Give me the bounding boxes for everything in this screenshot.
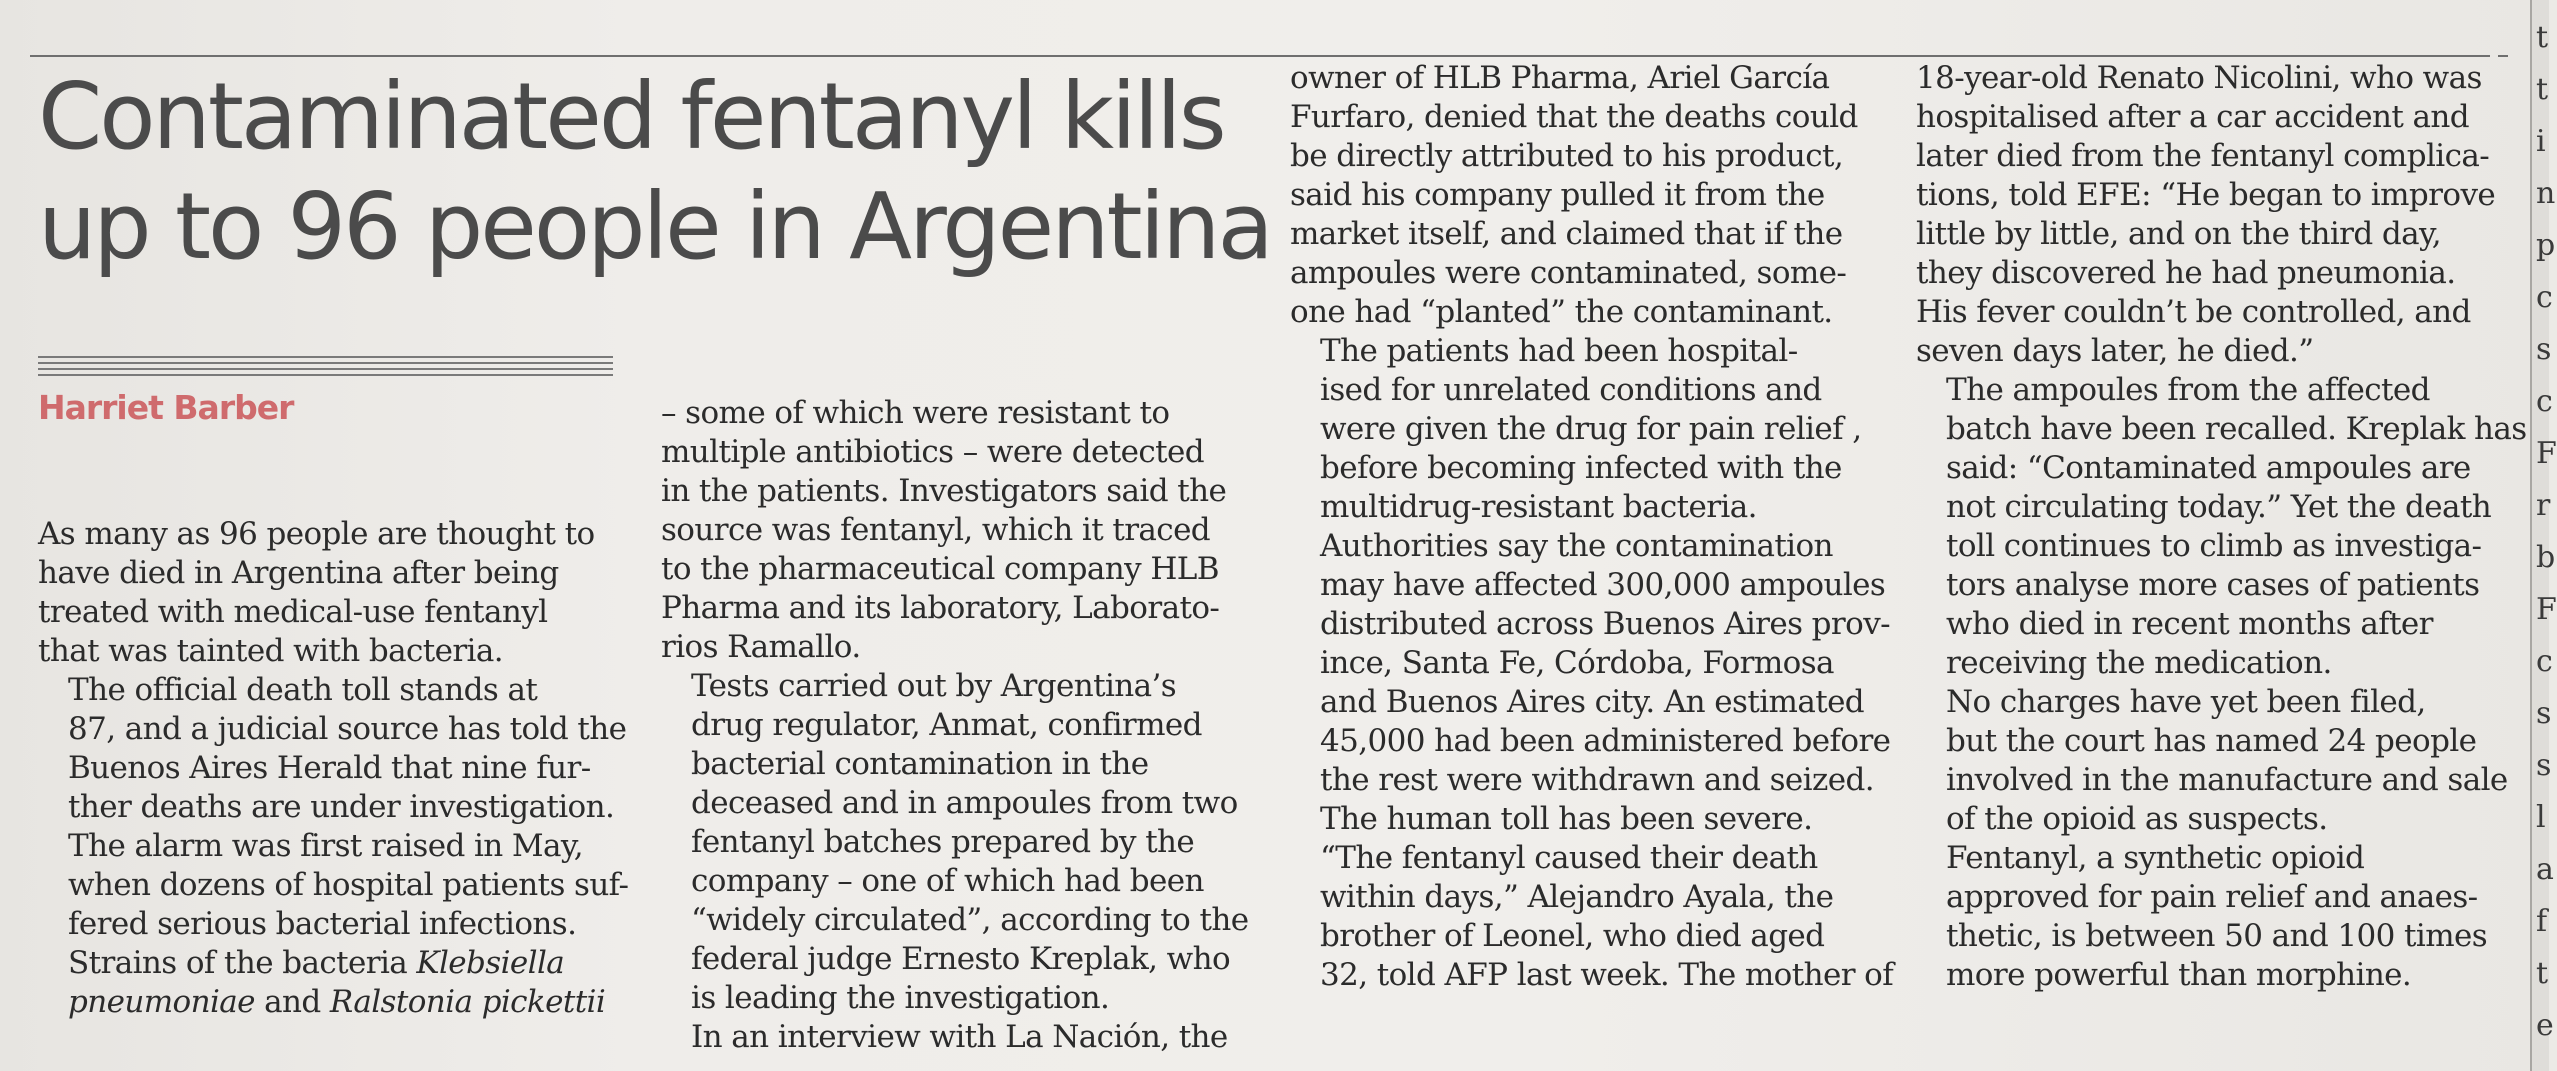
- text-line: may have affected 300,000 ampoules: [1320, 567, 1886, 603]
- paragraph: [661, 1018, 1257, 1057]
- text-line: when dozens of hospital patients suf-: [68, 867, 629, 903]
- text-line: market itself, and claimed that if the: [1290, 216, 1843, 252]
- edge-fragment: a: [2536, 852, 2554, 887]
- text-line: not circulating today.” Yet the death: [1946, 489, 2492, 525]
- text-line: Pharma and its laboratory, Laborato-: [661, 590, 1220, 626]
- edge-fragment: c: [2536, 644, 2553, 679]
- paragraph: [661, 667, 1257, 1018]
- text-line: one had “planted” the contaminant.: [1290, 294, 1833, 330]
- edge-fragment: n: [2536, 176, 2556, 211]
- text-line: Fentanyl, a synthetic opioid: [1946, 840, 2365, 876]
- text-line: they discovered he had pneumonia.: [1916, 255, 2456, 291]
- text-line: 18-year-old Renato Nicolini, who was: [1916, 60, 2482, 96]
- text-line: hospitalised after a car accident and: [1916, 99, 2469, 135]
- text-line: who died in recent months after: [1946, 606, 2433, 642]
- edge-fragment: t: [2536, 956, 2549, 991]
- text-line: Tests carried out by Argentina’s: [691, 668, 1177, 704]
- text-line: tors analyse more cases of patients: [1946, 567, 2480, 603]
- column-1: [38, 515, 634, 1022]
- text-line: thetic, is between 50 and 100 times: [1946, 918, 2488, 954]
- text-line: little by little, and on the third day,: [1916, 216, 2442, 252]
- paragraph: [38, 515, 634, 671]
- paragraph: [38, 671, 634, 827]
- text-line: His fever couldn’t be controlled, and: [1916, 294, 2471, 330]
- text-line: 87, and a judicial source has told the: [68, 711, 627, 747]
- paragraph: [1290, 800, 1894, 995]
- text-line: the rest were withdrawn and seized.: [1320, 762, 1874, 798]
- text-line: seven days later, he died.”: [1916, 333, 2314, 369]
- text-line: is leading the investigation.: [691, 980, 1110, 1016]
- text-line: Authorities say the contamination: [1320, 528, 1833, 564]
- paragraph: [1290, 332, 1886, 527]
- text-line: The human toll has been severe.: [1320, 801, 1813, 837]
- edge-fragment: t: [2536, 72, 2549, 107]
- edge-fragment: F: [2536, 592, 2557, 627]
- text-line: but the court has named 24 people: [1946, 723, 2477, 759]
- text-line: to the pharmaceutical company HLB: [661, 551, 1219, 587]
- text-line: receiving the medication.: [1946, 645, 2332, 681]
- text-line: have died in Argentina after being: [38, 555, 559, 591]
- text-line: ther deaths are under investigation.: [68, 789, 615, 825]
- headline-line-1: Contaminated fentanyl kills: [38, 63, 1224, 170]
- text-line: later died from the fentanyl complica-: [1916, 138, 2490, 174]
- paragraph: [1916, 371, 2527, 683]
- text-line: ince, Santa Fe, Córdoba, Formosa: [1320, 645, 1834, 681]
- byline-rules: [38, 356, 613, 386]
- text-line: brother of Leonel, who died aged: [1320, 918, 1825, 954]
- edge-fragment: l: [2536, 800, 2546, 835]
- text-line: fentanyl batches prepared by the: [691, 824, 1195, 860]
- text-line: said: “Contaminated ampoules are: [1946, 450, 2471, 486]
- text-line: involved in the manufacture and sale: [1946, 762, 2508, 798]
- text-line: company – one of which had been: [691, 863, 1204, 899]
- edge-fragment: s: [2536, 332, 2552, 367]
- text-line: Buenos Aires Herald that nine fur-: [68, 750, 591, 786]
- text-line: deceased and in ampoules from two: [691, 785, 1238, 821]
- headline: [38, 62, 1271, 282]
- edge-fragment: i: [2536, 124, 2546, 159]
- text-line: drug regulator, Anmat, confirmed: [691, 707, 1202, 743]
- text-line: approved for pain relief and anaes-: [1946, 879, 2478, 915]
- text-line: No charges have yet been filed,: [1946, 684, 2426, 720]
- text-line: toll continues to climb as investiga-: [1946, 528, 2482, 564]
- column-2: [661, 394, 1257, 1057]
- edge-fragment: c: [2536, 384, 2553, 419]
- text-line: “widely circulated”, according to the: [691, 902, 1249, 938]
- text-line: In an interview with La Nación, the: [691, 1019, 1228, 1055]
- text-line: As many as 96 people are thought to: [38, 516, 595, 552]
- top-rule: [30, 55, 2490, 57]
- paragraph: [1916, 839, 2512, 995]
- text-line: said his company pulled it from the: [1290, 177, 1825, 213]
- paragraph: [1290, 59, 1886, 332]
- text-line: ampoules were contaminated, some-: [1290, 255, 1847, 291]
- text-line: were given the drug for pain relief ,: [1320, 411, 1862, 447]
- text-line: – some of which were resistant to: [661, 395, 1170, 431]
- paragraph: [661, 394, 1257, 667]
- edge-fragment: F: [2536, 436, 2557, 471]
- edge-fragment: b: [2536, 540, 2556, 575]
- text-line: Furfaro, denied that the deaths could: [1290, 99, 1858, 135]
- text-line: multidrug-resistant bacteria.: [1320, 489, 1757, 525]
- text-line: fered serious bacterial infections.: [68, 906, 577, 942]
- text-line: owner of HLB Pharma, Ariel García: [1290, 60, 1830, 96]
- text-line: federal judge Ernesto Kreplak, who: [691, 941, 1231, 977]
- column-3: [1290, 59, 1894, 995]
- text-line: before becoming infected with the: [1320, 450, 1842, 486]
- paragraph: [38, 827, 634, 1022]
- text-line: be directly attributed to his product,: [1290, 138, 1844, 174]
- text-line: The ampoules from the affected: [1946, 372, 2430, 408]
- column-4: [1916, 59, 2527, 995]
- adjacent-page-edge: [2530, 0, 2557, 1071]
- text-line: Strains of the bacteria Klebsiella: [68, 945, 565, 981]
- text-line: 32, told AFP last week. The mother of: [1320, 957, 1894, 993]
- edge-fragment: r: [2536, 488, 2551, 523]
- text-line: more powerful than morphine.: [1946, 957, 2412, 993]
- text-line: pneumoniae and Ralstonia pickettii: [68, 984, 606, 1020]
- text-line: distributed across Buenos Aires prov-: [1320, 606, 1890, 642]
- text-line: within days,” Alejandro Ayala, the: [1320, 879, 1834, 915]
- text-line: source was fentanyl, which it traced: [661, 512, 1211, 548]
- text-line: “The fentanyl caused their death: [1320, 840, 1818, 876]
- byline: Harriet Barber: [38, 388, 294, 427]
- text-line: bacterial contamination in the: [691, 746, 1149, 782]
- text-line: that was tainted with bacteria.: [38, 633, 504, 669]
- text-line: The official death toll stands at: [68, 672, 538, 708]
- edge-fragment: t: [2536, 20, 2549, 55]
- text-line: The alarm was first raised in May,: [68, 828, 583, 864]
- edge-fragment: s: [2536, 696, 2552, 731]
- edge-fragment: f: [2536, 904, 2548, 939]
- text-line: ised for unrelated conditions and: [1320, 372, 1822, 408]
- text-line: and Buenos Aires city. An estimated: [1320, 684, 1865, 720]
- edge-fragment: s: [2536, 748, 2552, 783]
- paragraph: [1916, 59, 2512, 371]
- paragraph: [1290, 527, 1891, 800]
- text-line: tions, told EFE: “He began to improve: [1916, 177, 2496, 213]
- text-line: in the patients. Investigators said the: [661, 473, 1227, 509]
- edge-fragment: p: [2536, 228, 2556, 263]
- text-line: multiple antibiotics – were detected: [661, 434, 1204, 470]
- edge-fragment: c: [2536, 280, 2553, 315]
- text-line: The patients had been hospital-: [1320, 333, 1798, 369]
- text-line: treated with medical-use fentanyl: [38, 594, 548, 630]
- text-line: of the opioid as suspects.: [1946, 801, 2328, 837]
- text-line: rios Ramallo.: [661, 629, 861, 665]
- edge-fragment: e: [2536, 1008, 2554, 1043]
- top-rule-edge: [2498, 55, 2508, 57]
- text-line: batch have been recalled. Kreplak has: [1946, 411, 2527, 447]
- text-line: 45,000 had been administered before: [1320, 723, 1891, 759]
- paragraph: [1916, 683, 2512, 839]
- headline-line-2: up to 96 people in Argentina: [38, 173, 1271, 280]
